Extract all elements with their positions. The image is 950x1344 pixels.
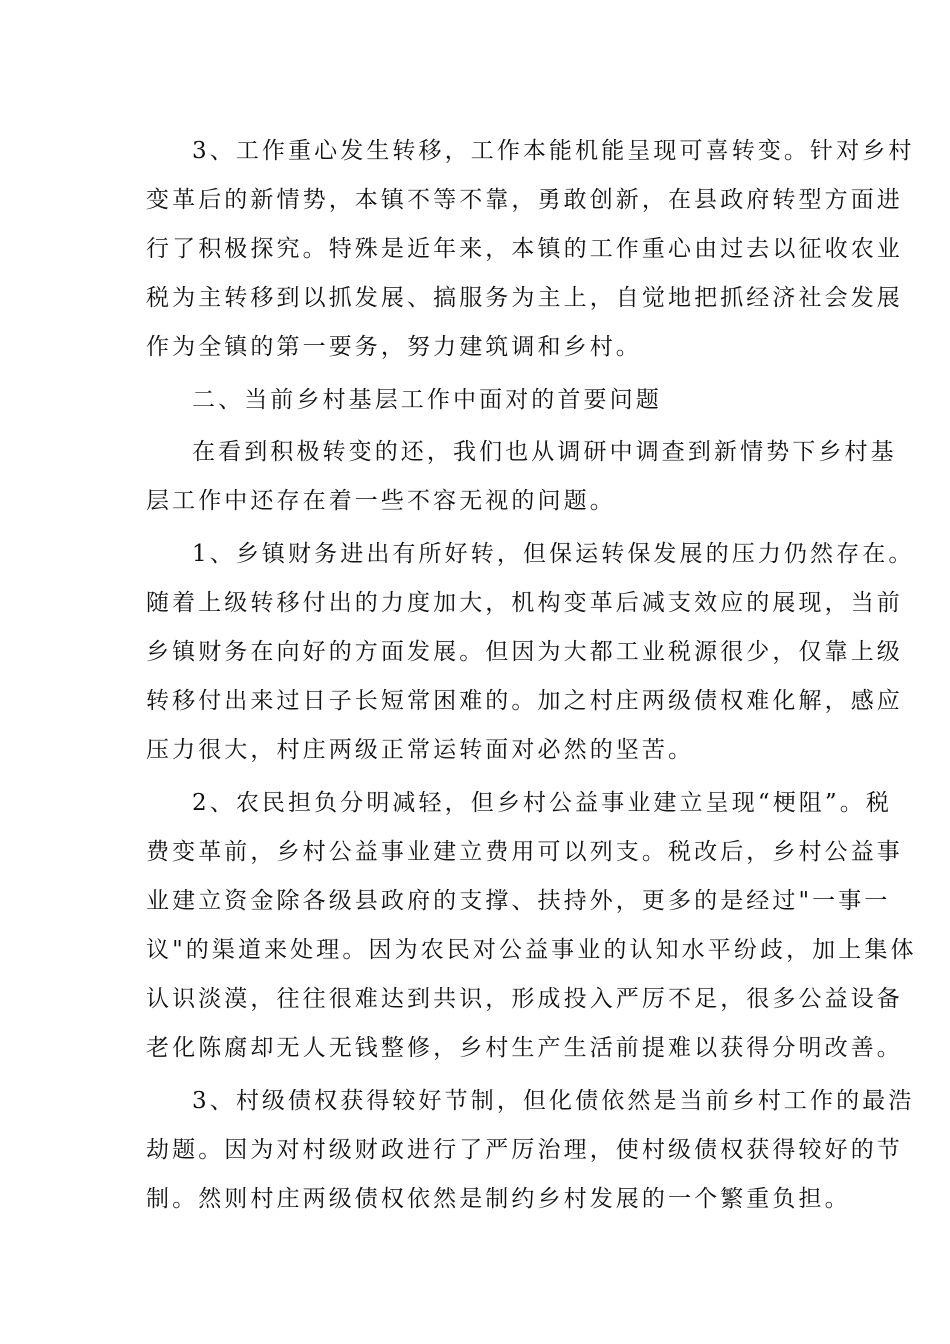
paragraph-line: 随着上级转移付出的力度加大，机构变革后减支效应的展现，当前 xyxy=(146,590,903,616)
paragraph-line: 3、村级债权获得较好节制，但化债依然是当前乡村工作的最浩 xyxy=(192,1088,915,1114)
paragraph-line: 认识淡漠，往往很难达到共识，形成投入严厉不足，很多公益设备 xyxy=(146,986,903,1012)
paragraph-line: 在看到积极转变的还，我们也从调研中调查到新情势下乡村基 xyxy=(192,439,897,465)
paragraph-line: 老化陈腐却无人无钱整修，乡村生产生活前提难以获得分明改善。 xyxy=(146,1035,903,1061)
paragraph-line: 压力很大，村庄两级正常运转面对必然的坚苦。 xyxy=(146,737,695,763)
paragraph-line: 劫题。因为对村级财政进行了严厉治理，使村级债权获得较好的节 xyxy=(146,1137,903,1163)
paragraph-line: 变革后的新情势，本镇不等不靠，勇敢创新，在县政府转型方面进 xyxy=(146,187,903,213)
paragraph-line: 转移付出来过日子长短常困难的。加之村庄两级债权难化解，感应 xyxy=(146,688,903,714)
paragraph-line: 层工作中还存在着一些不容无视的问题。 xyxy=(146,488,616,514)
paragraph-line: 业建立资金除各级县政府的支撑、扶持外，更多的是经过"一事一 xyxy=(146,888,891,914)
paragraph-line: 作为全镇的第一要务，努力建筑调和乡村。 xyxy=(146,334,642,360)
paragraph-line: 2、农民担负分明减轻，但乡村公益事业建立呈现“梗阻”。税 xyxy=(192,790,892,816)
paragraph-line: 费变革前，乡村公益事业建立费用可以列支。税改后，乡村公益事 xyxy=(146,839,903,865)
paragraph-line: 1、乡镇财务进出有所好转，但保运转保发展的压力仍然存在。 xyxy=(192,541,915,567)
paragraph-line: 3、工作重心发生转移，工作本能机能呈现可喜转变。针对乡村 xyxy=(192,138,915,164)
paragraph-line: 行了积极探究。特殊是近年来，本镇的工作重心由过去以征收农业 xyxy=(146,236,903,262)
section-heading: 二、当前乡村基层工作中面对的首要问题 xyxy=(192,387,662,413)
paragraph-line: 乡镇财务在向好的方面发展。但因为大都工业税源很少，仅靠上级 xyxy=(146,639,903,665)
paragraph-line: 制。然则村庄两级债权依然是制约乡村发展的一个繁重负担。 xyxy=(146,1186,851,1212)
paragraph-line: 税为主转移到以抓发展、搞服务为主上，自觉地把抓经济社会发展 xyxy=(146,285,903,311)
paragraph-line: 议"的渠道来处理。因为农民对公益事业的认知水平纷歧，加上集体 xyxy=(146,937,917,963)
